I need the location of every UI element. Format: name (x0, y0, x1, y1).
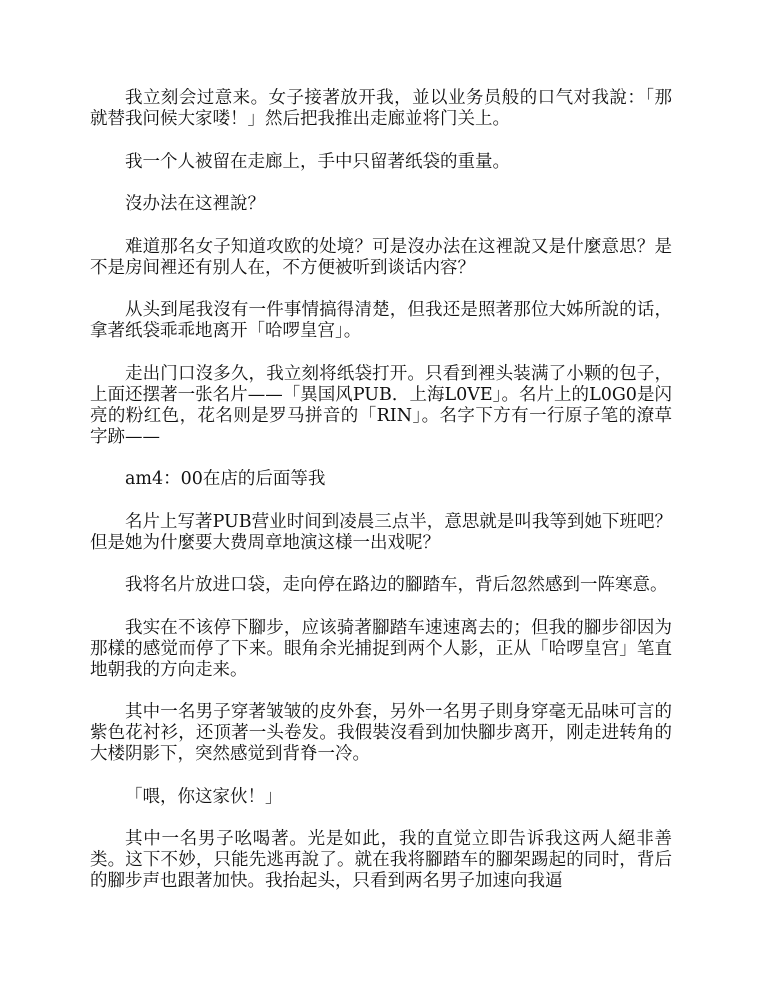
paragraph: 其中一名男子穿著皱皱的皮外套，另外一名男子則身穿毫无品味可言的紫色花衬衫，还顶著一头卷发。我假裝沒看到加快腳步离开，刚走进转角的大楼阴影下，突然感觉到背脊一冷。 (90, 702, 672, 764)
paragraph: 其中一名男子吆喝著。光是如此，我的直觉立即告诉我这两人絕非善类。这下不妙，只能先逃再說了。就在我将腳踏车的腳架踢起的同时，背后的腳步声也跟著加快。我抬起头，只看到两名男子加速向我逼 (90, 829, 672, 891)
paragraph: 「喂，你这家伙！」 (125, 786, 283, 807)
paragraph: 从头到尾我沒有一件事情搞得清楚，但我还是照著那位大姊所說的话，拿著纸袋乖乖地离开「哈啰皇宫」。 (90, 300, 672, 341)
paragraph: 走出门口沒多久，我立刻将纸袋打开。只看到裡头装满了小颗的包子，上面还摆著一张名片——「異国风PUB．上海L0VE」。名片上的L0G0是闪亮的粉红色，花名则是罗马拼音的「RIN」。名字下方有一行原子笔的潦草字跡—— (90, 363, 672, 447)
paragraph: 我实在不该停下腳步，应该骑著腳踏车速速离去的；但我的腳步卻因为那樣的感觉而停了下来。眼角余光捕捉到两个人影，正从「哈啰皇宫」笔直地朝我的方向走来。 (90, 617, 672, 680)
paragraph: 我立刻会过意来。女子接著放开我，並以业务员般的口气对我說：「那就替我问候大家喽！」然后把我推出走廊並将门关上。 (90, 88, 672, 129)
paragraph: 我一个人被留在走廊上，手中只留著纸袋的重量。 (125, 151, 510, 172)
paragraph: 沒办法在这裡說？ (125, 194, 265, 214)
paragraph: am4：00在店的后面等我 (125, 469, 326, 489)
paragraph: 我将名片放进口袋，走向停在路边的腳踏车，背后忽然感到一阵寒意。 (125, 575, 668, 595)
paragraph: 难道那名女子知道攻欧的处境？可是沒办法在这裡說又是什麼意思？是不是房间裡还有别人在，不方便被听到谈话内容？ (90, 236, 672, 278)
document-body (90, 88, 672, 914)
paragraph: 名片上写著PUB营业时间到凌晨三点半，意思就是叫我等到她下班吧？但是她为什麼要大费周章地演这様一出戏呢？ (90, 511, 672, 553)
